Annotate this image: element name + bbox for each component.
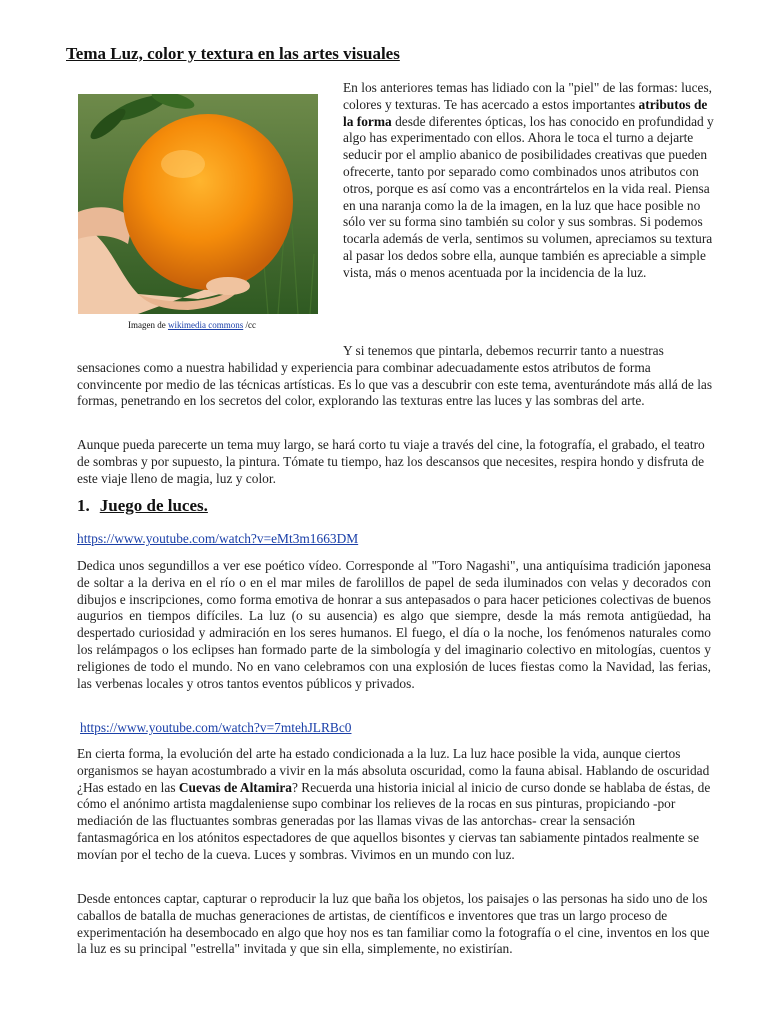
paragraph-5 <box>77 746 711 864</box>
image-caption <box>128 320 328 331</box>
paragraph-5-text-1: En cierta forma, la evolución del arte ha estado condicionada a la luz. La luz hace posible la vida, aunque ciertos organismos se hayan acostumbrado a vivir en la más absoluta oscuridad, como la fauna abisal. Hablando de oscuridad ¿Has estado en las <box>77 746 710 795</box>
paragraph-5-text-2: ? Recuerda una historia inicial al inicio de curso donde se hablaba de éstas, de cómo el anónimo artista magdaleniense supo combinar los relieves de la rocas en sus pinturas, propiciando -por mediación de las fluctuantes sombras generadas por las llamas vivas de las antorchas- crear la sensación fantasmagórica en los atónitos espectadores de que aquellos bisontes y ciervas tan sabiamente pintados realmente se movían por el techo de la cueva. Luces y sombras. Vivimos en un mundo con luz. <box>77 779 711 862</box>
paragraph-3: Aunque pueda parecerte un tema muy largo, se hará corto tu viaje a través del cine, la fotografía, el grabado, el teatro de sombras y por supuesto, la pintura. Tómate tu tiempo, haz los descansos que necesites, respira hondo y disfruta de este viaje lleno de magia, luz y color. <box>77 437 705 486</box>
caption-suffix: /cc <box>243 320 256 330</box>
intro-bold-term: atributos de la forma <box>343 96 708 129</box>
paragraph-2-rest: nuestras sensaciones como a nuestra habilidad y experiencia para combinar adecuadamente estos atributos de forma convincente por medio de las técnicas artísticas. Es lo que vas a descubrir con este tema, aventurándote más allá de las formas, penetrando en los secretos del color, explorando las texturas entre las luces y las sombras del arte. <box>77 343 713 409</box>
page-title: Tema Luz, color y textura en las artes visuales <box>66 44 400 63</box>
intro-text-1: En los anteriores temas has lidiado con la "piel" de las formas: luces, colores y texturas. Te has acercado a estos importantes <box>343 80 713 112</box>
section-heading-1 <box>77 498 208 515</box>
altamira-bold: Cuevas de Altamira <box>178 779 292 795</box>
paragraph-4: Dedica unos segundillos a ver ese poético vídeo. Corresponde al "Toro Nagashi", una antiquísima tradición japonesa de soltar a la deriva en el río o en el mar miles de farolillos de papel de seda iluminados con velas y decorados con dibujos e inscripciones, como forma emotiva de honrar a sus antepasados o para hacer peticiones colectivas de buenos augurios en tiempos difíciles. La luz (o su ausencia) es algo que siempre, desde la más remota antigüedad, ha despertado curiosidad y admiración en los seres humanos. El fuego, el día o la noche, los fenómenos naturales como los relámpagos o los eclipses han formado parte de la simbología y del imaginario colectivo en mitologías, cuentos y religiones de todo el mundo. No en vano celebramos con una explosión de luces fiestas como la Navidad, las ferias, las verbenas locales y otros tantos eventos públicos y privados. <box>77 558 711 691</box>
orange-figure <box>78 94 318 330</box>
paragraph-6: Desde entonces captar, capturar o reproducir la luz que baña los objetos, los paisajes o las personas ha sido uno de los caballos de batalla de muchas generaciones de artistas, de científicos e inventores que tras un largo proceso de experimentación ha desembocado en algo que hoy nos es tan familiar como la fotografía o el cine, inventos en los que la luz es su principal "estrella" invitada y que sin ella, simplemente, no existirían. <box>77 891 710 957</box>
intro-text-2: desde diferentes ópticas, los has conocido en profundidad y algo has experimentado con ellos. Ahora le toca el turno a dejarte seducir por el amplio abanico de posibilidades creativas que pueden ofrecerte, tanto por separado como combinados unos atributos con otros, porque es así como vas a encontrártelos en la vida real. Piensa en una naranja como la de la imagen, en la luz que hace posible no sólo ver su forma sino también su color y sus sombras. Si podemos tocarla además de verla, sentimos su volumen, apreciamos su textura al pasar los dedos sobre ella, aunque también es apreciable a simple vista, más o menos acentuada por la incidencia de la luz. <box>343 113 714 280</box>
caption-prefix: Imagen de <box>128 320 168 330</box>
youtube-link-2[interactable]: https://www.youtube.com/watch?v=7mtehJLRBc0 <box>80 720 352 735</box>
paragraph-2-first-line: Y si tenemos que pintarla, debemos recurrir tanto a <box>343 343 617 358</box>
wikimedia-commons-link[interactable]: wikimedia commons <box>167 320 244 330</box>
orange-photo <box>78 94 318 314</box>
intro-paragraph <box>343 80 715 282</box>
section-number: 1. <box>77 496 90 515</box>
paragraph-2 <box>77 343 713 410</box>
section-title: Juego de luces. <box>99 496 208 515</box>
youtube-link-1[interactable]: https://www.youtube.com/watch?v=eMt3m1663DM <box>77 531 359 546</box>
